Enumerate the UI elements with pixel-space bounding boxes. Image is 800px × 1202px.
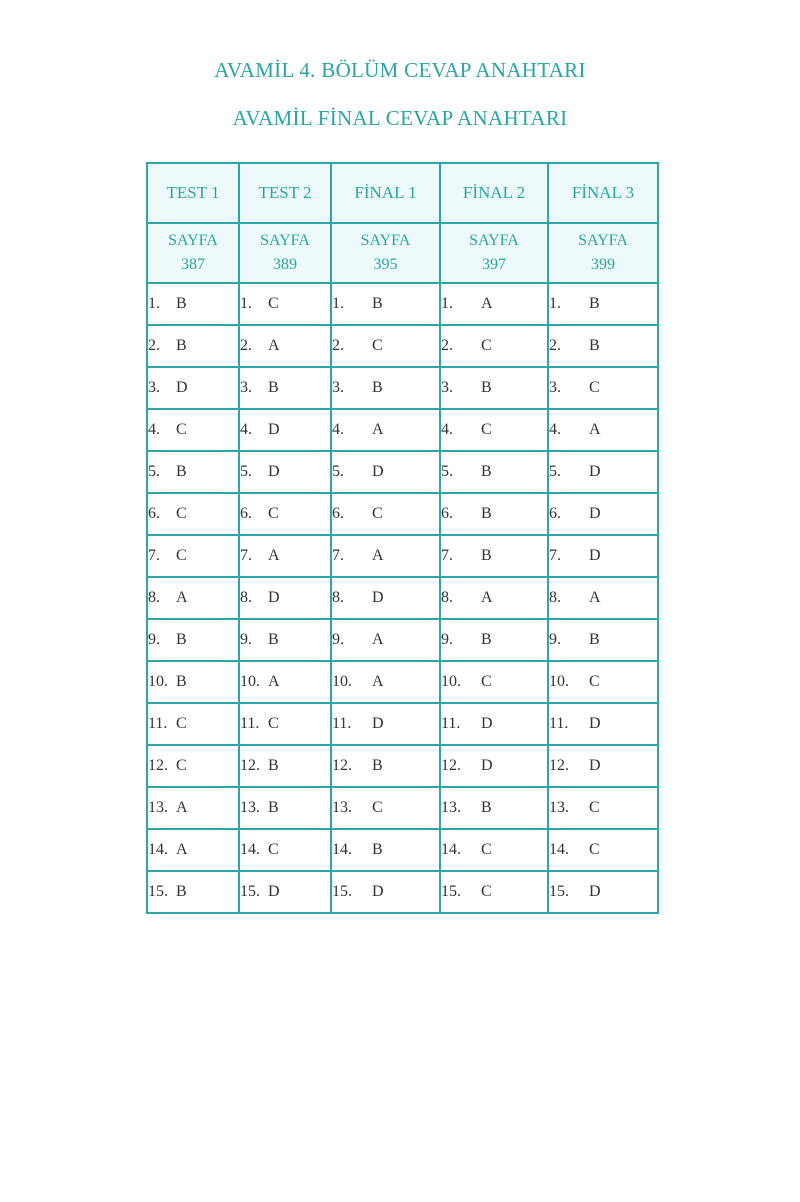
answer-cell — [548, 493, 658, 535]
answer-cell — [239, 787, 331, 829]
answer-cell — [239, 451, 331, 493]
answer-letter: D — [589, 463, 601, 480]
answer-cell — [147, 619, 239, 661]
page-number: 387 — [181, 256, 205, 273]
answer-cell — [147, 493, 239, 535]
answer-cell — [147, 535, 239, 577]
question-number: 10. — [148, 673, 168, 690]
answer-cell — [147, 703, 239, 745]
answer-cell — [331, 325, 440, 367]
question-number: 10. — [441, 673, 461, 690]
answer-letter: D — [372, 883, 384, 900]
question-number: 1. — [332, 295, 344, 312]
answer-cell — [548, 451, 658, 493]
table-row — [147, 871, 658, 913]
answer-letter: C — [589, 841, 600, 858]
answer-cell — [440, 871, 548, 913]
answer-cell — [548, 703, 658, 745]
question-number: 8. — [441, 589, 453, 606]
answer-letter: C — [268, 295, 279, 312]
question-number: 11. — [441, 715, 461, 732]
answer-cell — [331, 619, 440, 661]
answer-letter: B — [268, 631, 279, 648]
answer-cell — [147, 451, 239, 493]
question-number: 12. — [332, 757, 352, 774]
question-number: 9. — [441, 631, 453, 648]
column-header: FİNAL 1 — [331, 163, 440, 223]
question-number: 7. — [441, 547, 453, 564]
answer-letter: B — [481, 463, 492, 480]
answer-letter: B — [589, 631, 600, 648]
answer-cell — [239, 325, 331, 367]
question-number: 13. — [332, 799, 352, 816]
page-label: SAYFA — [469, 232, 519, 249]
table-row — [147, 787, 658, 829]
table-row — [147, 367, 658, 409]
answer-cell — [239, 577, 331, 619]
page-title: AVAMİL 4. BÖLÜM CEVAP ANAHTARI — [214, 58, 586, 82]
answer-cell — [147, 787, 239, 829]
answer-letter: B — [372, 379, 383, 396]
question-number: 2. — [240, 337, 252, 354]
question-number: 4. — [332, 421, 344, 438]
question-number: 14. — [332, 841, 352, 858]
question-number: 2. — [148, 337, 160, 354]
answer-letter: C — [589, 799, 600, 816]
question-number: 4. — [441, 421, 453, 438]
answer-letter: C — [176, 715, 187, 732]
page-number: 395 — [373, 256, 398, 273]
answer-letter: C — [481, 337, 492, 354]
answer-letter: C — [372, 337, 383, 354]
answer-cell — [440, 661, 548, 703]
table-row — [147, 283, 658, 325]
answer-letter: B — [481, 547, 492, 564]
column-header: FİNAL 3 — [548, 163, 658, 223]
question-number: 4. — [148, 421, 160, 438]
table-row — [147, 661, 658, 703]
answer-cell — [440, 829, 548, 871]
answer-cell — [548, 787, 658, 829]
answer-cell — [548, 661, 658, 703]
answer-letter: D — [372, 463, 384, 480]
answer-cell — [147, 829, 239, 871]
question-number: 13. — [240, 799, 260, 816]
page-subtitle: AVAMİL FİNAL CEVAP ANAHTARI — [232, 106, 568, 130]
table-row — [147, 409, 658, 451]
answer-cell — [239, 871, 331, 913]
answer-letter: D — [589, 715, 601, 732]
question-number: 15. — [441, 883, 461, 900]
answer-cell — [331, 829, 440, 871]
table-row — [147, 829, 658, 871]
question-number: 10. — [240, 673, 260, 690]
answer-letter: D — [268, 589, 280, 606]
answer-letter: A — [481, 295, 493, 312]
page-label: SAYFA — [168, 232, 218, 249]
answer-letter: B — [481, 505, 492, 522]
page-reference — [548, 223, 658, 283]
answer-letter: A — [589, 421, 601, 438]
answer-cell — [239, 745, 331, 787]
question-number: 14. — [240, 841, 260, 858]
question-number: 5. — [240, 463, 252, 480]
table-row — [147, 619, 658, 661]
question-number: 3. — [441, 379, 453, 396]
answer-letter: B — [589, 295, 600, 312]
answer-cell — [239, 367, 331, 409]
question-number: 14. — [549, 841, 569, 858]
answer-letter: D — [589, 757, 601, 774]
answer-letter: B — [481, 799, 492, 816]
answer-letter: C — [481, 421, 492, 438]
answer-cell — [331, 661, 440, 703]
answer-cell — [147, 745, 239, 787]
answer-letter: C — [176, 505, 187, 522]
answer-letter: C — [372, 505, 383, 522]
answer-cell — [239, 703, 331, 745]
answer-cell — [239, 283, 331, 325]
question-number: 4. — [549, 421, 561, 438]
question-number: 5. — [549, 463, 561, 480]
table-row — [147, 451, 658, 493]
answer-letter: A — [176, 799, 188, 816]
answer-letter: D — [589, 505, 601, 522]
question-number: 8. — [549, 589, 561, 606]
answer-cell — [548, 871, 658, 913]
question-number: 1. — [240, 295, 252, 312]
answer-letter: B — [176, 631, 187, 648]
answer-letter: A — [372, 547, 384, 564]
answer-cell — [239, 535, 331, 577]
answer-cell — [440, 703, 548, 745]
question-number: 3. — [549, 379, 561, 396]
question-number: 7. — [332, 547, 344, 564]
question-number: 11. — [549, 715, 569, 732]
page-reference-row — [147, 223, 658, 283]
question-number: 11. — [148, 715, 168, 732]
answer-letter: D — [268, 421, 280, 438]
table-row — [147, 325, 658, 367]
answer-letter: C — [268, 505, 279, 522]
answer-letter: C — [372, 799, 383, 816]
page-reference — [239, 223, 331, 283]
question-number: 12. — [148, 757, 168, 774]
question-number: 14. — [441, 841, 461, 858]
answer-letter: C — [589, 673, 600, 690]
question-number: 6. — [240, 505, 252, 522]
answer-cell — [440, 493, 548, 535]
answer-cell — [548, 283, 658, 325]
answer-cell — [331, 703, 440, 745]
column-header: TEST 1 — [147, 163, 239, 223]
answer-letter: D — [268, 883, 280, 900]
question-number: 9. — [549, 631, 561, 648]
answer-letter: A — [176, 589, 188, 606]
answer-cell — [548, 577, 658, 619]
answer-cell — [548, 367, 658, 409]
answer-cell — [147, 577, 239, 619]
answer-cell — [147, 325, 239, 367]
question-number: 2. — [332, 337, 344, 354]
table-row — [147, 493, 658, 535]
page-label: SAYFA — [578, 232, 628, 249]
question-number: 12. — [240, 757, 260, 774]
answer-letter: B — [176, 295, 187, 312]
answer-letter: B — [176, 673, 187, 690]
answer-letter: D — [372, 715, 384, 732]
question-number: 12. — [549, 757, 569, 774]
answer-cell — [548, 409, 658, 451]
answer-letter: C — [481, 883, 492, 900]
answer-cell — [548, 619, 658, 661]
answer-cell — [548, 829, 658, 871]
page-reference — [147, 223, 239, 283]
answer-letter: B — [481, 631, 492, 648]
answer-letter: A — [481, 589, 493, 606]
question-number: 12. — [441, 757, 461, 774]
question-number: 7. — [148, 547, 160, 564]
page-label: SAYFA — [260, 232, 310, 249]
answer-cell — [331, 493, 440, 535]
page-label: SAYFA — [360, 232, 411, 249]
answer-letter: B — [176, 463, 187, 480]
answer-cell — [548, 535, 658, 577]
question-number: 15. — [549, 883, 569, 900]
column-header: TEST 2 — [239, 163, 331, 223]
answer-cell — [440, 283, 548, 325]
answer-cell — [147, 871, 239, 913]
question-number: 3. — [332, 379, 344, 396]
page-number: 399 — [591, 256, 615, 273]
answer-letter: A — [589, 589, 601, 606]
answer-letter: D — [176, 379, 188, 396]
answer-cell — [239, 409, 331, 451]
answer-cell — [440, 535, 548, 577]
answer-rows — [147, 283, 658, 913]
answer-letter: B — [481, 379, 492, 396]
page-number: 389 — [273, 256, 297, 273]
answer-cell — [440, 325, 548, 367]
question-number: 4. — [240, 421, 252, 438]
answer-letter: D — [481, 757, 493, 774]
question-number: 5. — [148, 463, 160, 480]
column-header: FİNAL 2 — [440, 163, 548, 223]
question-number: 6. — [441, 505, 453, 522]
answer-letter: B — [372, 841, 383, 858]
question-number: 13. — [549, 799, 569, 816]
question-number: 3. — [148, 379, 160, 396]
question-number: 8. — [332, 589, 344, 606]
question-number: 6. — [332, 505, 344, 522]
answer-letter: D — [268, 463, 280, 480]
answer-letter: B — [372, 757, 383, 774]
page-reference — [331, 223, 440, 283]
answer-cell — [548, 325, 658, 367]
answer-letter: C — [176, 757, 187, 774]
answer-cell — [239, 493, 331, 535]
question-number: 7. — [240, 547, 252, 564]
question-number: 9. — [332, 631, 344, 648]
answer-cell — [440, 367, 548, 409]
answer-letter: B — [589, 337, 600, 354]
question-number: 6. — [148, 505, 160, 522]
question-number: 1. — [441, 295, 453, 312]
question-number: 11. — [240, 715, 260, 732]
question-number: 1. — [148, 295, 160, 312]
question-number: 1. — [549, 295, 561, 312]
answer-letter: B — [176, 337, 187, 354]
answer-cell — [147, 283, 239, 325]
answer-cell — [440, 409, 548, 451]
question-number: 9. — [240, 631, 252, 648]
answer-letter: D — [589, 883, 601, 900]
answer-cell — [331, 871, 440, 913]
answer-key-table — [146, 162, 659, 914]
answer-letter: C — [481, 673, 492, 690]
answer-letter: C — [268, 715, 279, 732]
answer-cell — [331, 535, 440, 577]
answer-letter: C — [268, 841, 279, 858]
question-number: 8. — [240, 589, 252, 606]
table-row — [147, 703, 658, 745]
answer-letter: A — [176, 841, 188, 858]
answer-cell — [548, 745, 658, 787]
answer-letter: B — [268, 757, 279, 774]
answer-cell — [331, 367, 440, 409]
answer-cell — [331, 577, 440, 619]
question-number: 5. — [332, 463, 344, 480]
table-row — [147, 745, 658, 787]
answer-letter: B — [372, 295, 383, 312]
question-number: 2. — [549, 337, 561, 354]
question-number: 14. — [148, 841, 168, 858]
question-number: 13. — [148, 799, 168, 816]
question-number: 6. — [549, 505, 561, 522]
answer-cell — [239, 661, 331, 703]
answer-cell — [331, 745, 440, 787]
answer-letter: B — [176, 883, 187, 900]
answer-cell — [331, 409, 440, 451]
question-number: 15. — [148, 883, 168, 900]
question-number: 11. — [332, 715, 352, 732]
answer-cell — [440, 787, 548, 829]
table-row — [147, 577, 658, 619]
answer-letter: A — [372, 631, 384, 648]
answer-cell — [239, 619, 331, 661]
question-number: 15. — [240, 883, 260, 900]
answer-cell — [331, 283, 440, 325]
answer-letter: A — [268, 673, 280, 690]
answer-cell — [440, 745, 548, 787]
answer-letter: A — [372, 421, 384, 438]
question-number: 10. — [332, 673, 352, 690]
column-header-row — [147, 163, 658, 223]
table-row — [147, 535, 658, 577]
answer-cell — [331, 787, 440, 829]
answer-letter: C — [176, 547, 187, 564]
answer-cell — [147, 661, 239, 703]
question-number: 8. — [148, 589, 160, 606]
question-number: 10. — [549, 673, 569, 690]
answer-cell — [147, 367, 239, 409]
answer-letter: B — [268, 379, 279, 396]
answer-letter: D — [481, 715, 493, 732]
answer-cell — [440, 577, 548, 619]
question-number: 5. — [441, 463, 453, 480]
answer-letter: B — [268, 799, 279, 816]
question-number: 9. — [148, 631, 160, 648]
answer-cell — [147, 409, 239, 451]
question-number: 3. — [240, 379, 252, 396]
page-number: 397 — [482, 256, 506, 273]
question-number: 13. — [441, 799, 461, 816]
answer-cell — [331, 451, 440, 493]
answer-letter: A — [268, 547, 280, 564]
answer-letter: C — [481, 841, 492, 858]
answer-letter: A — [372, 673, 384, 690]
answer-cell — [440, 451, 548, 493]
question-number: 2. — [441, 337, 453, 354]
answer-letter: D — [372, 589, 384, 606]
page-reference — [440, 223, 548, 283]
answer-letter: A — [268, 337, 280, 354]
answer-cell — [239, 829, 331, 871]
question-number: 7. — [549, 547, 561, 564]
answer-letter: C — [589, 379, 600, 396]
answer-cell — [440, 619, 548, 661]
question-number: 15. — [332, 883, 352, 900]
answer-letter: D — [589, 547, 601, 564]
answer-letter: C — [176, 421, 187, 438]
